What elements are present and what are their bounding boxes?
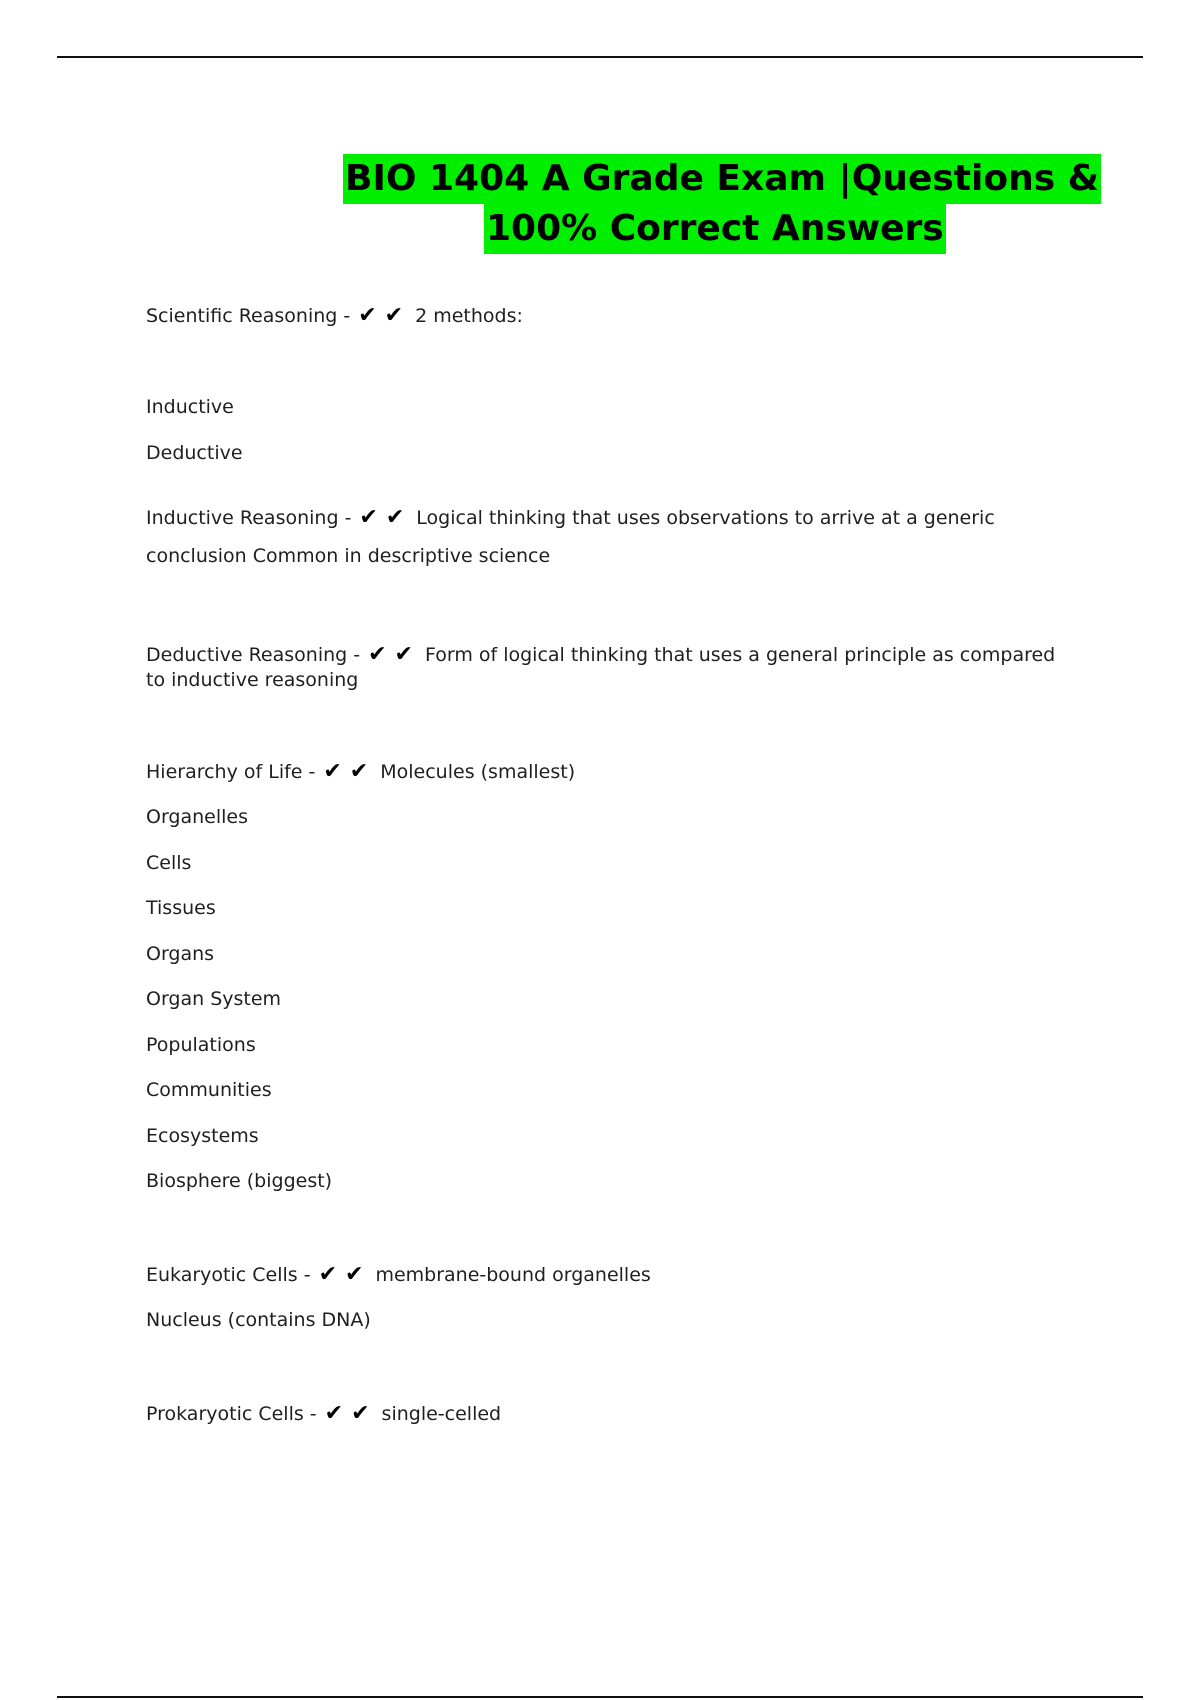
bottom-rule — [57, 1696, 1143, 1698]
list-item: Tissues — [146, 897, 216, 919]
qa-prokaryotic-cells — [146, 1402, 501, 1426]
term-label: Scientific Reasoning - — [146, 305, 351, 327]
list-item: Organelles — [146, 806, 249, 828]
double-check-icon: ✔✔ — [323, 759, 377, 784]
list-item: Biosphere (biggest) — [146, 1170, 333, 1192]
answer-text: Molecules (smallest) — [380, 761, 576, 783]
qa-deductive-reasoning — [146, 643, 1055, 667]
list-item: Organ System — [146, 988, 282, 1010]
top-rule — [57, 56, 1143, 58]
list-item: Deductive — [146, 442, 243, 464]
double-check-icon: ✔✔ — [368, 642, 421, 667]
list-item: Ecosystems — [146, 1125, 259, 1147]
answer-text: Form of logical thinking that uses a general principle as compared — [424, 644, 1056, 666]
answer-text: membrane-bound organelles — [375, 1264, 651, 1286]
term-label: Deductive Reasoning - — [146, 644, 361, 666]
title-line-1: BIO 1404 A Grade Exam |Questions & — [343, 154, 1101, 204]
answer-continuation: to inductive reasoning — [146, 669, 359, 691]
double-check-icon: ✔✔ — [324, 1401, 378, 1426]
double-check-icon: ✔✔ — [358, 303, 412, 328]
list-item: Communities — [146, 1079, 272, 1101]
list-item: Populations — [146, 1034, 256, 1056]
double-check-icon: ✔✔ — [318, 1262, 372, 1287]
qa-hierarchy-of-life — [146, 760, 575, 784]
list-item: Nucleus (contains DNA) — [146, 1309, 371, 1331]
term-label: Eukaryotic Cells - — [146, 1264, 311, 1286]
title-line-2: 100% Correct Answers — [484, 204, 946, 254]
list-item: Organs — [146, 943, 215, 965]
list-item: Inductive — [146, 396, 234, 418]
list-item: Cells — [146, 852, 192, 874]
double-check-icon: ✔✔ — [359, 505, 413, 530]
answer-text: Logical thinking that uses observations to arrive at a generic — [416, 507, 995, 529]
qa-inductive-reasoning — [146, 506, 995, 530]
term-label: Prokaryotic Cells - — [146, 1403, 317, 1425]
qa-eukaryotic-cells — [146, 1263, 651, 1287]
term-label: Inductive Reasoning - — [146, 507, 352, 529]
answer-text: single-celled — [381, 1403, 502, 1425]
term-label: Hierarchy of Life - — [146, 761, 316, 783]
answer-text: 2 methods: — [415, 305, 523, 327]
answer-continuation: conclusion Common in descriptive science — [146, 545, 551, 567]
qa-scientific-reasoning — [146, 304, 523, 328]
